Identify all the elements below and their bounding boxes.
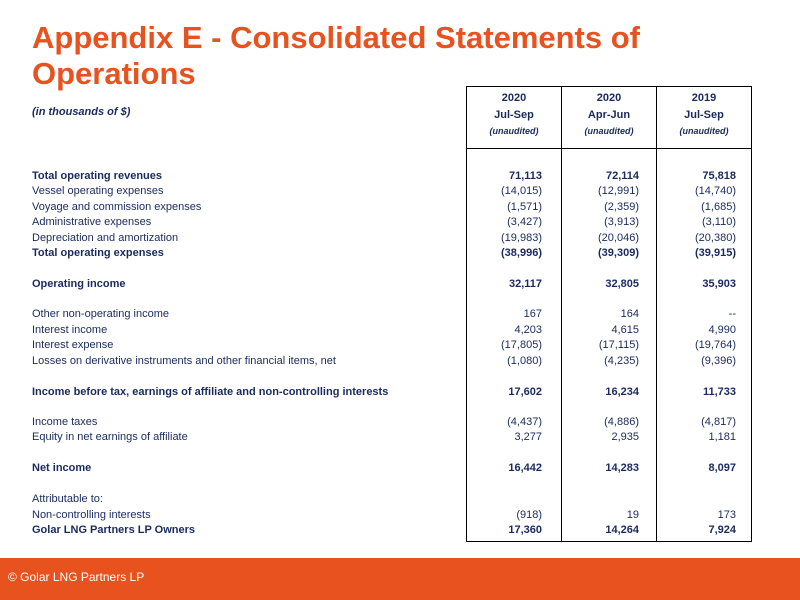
table-row xyxy=(32,323,792,338)
row-label: Golar LNG Partners LP Owners xyxy=(32,524,196,536)
units-note: (in thousands of $) xyxy=(32,106,131,118)
row-value: 16,442 xyxy=(508,462,542,474)
table-row xyxy=(32,215,792,230)
row-value: 16,234 xyxy=(605,386,639,398)
row-value: (9,396) xyxy=(701,355,736,367)
table-row xyxy=(32,430,792,445)
column-note: (unaudited) xyxy=(679,126,729,136)
row-label: Administrative expenses xyxy=(32,216,152,228)
table-row xyxy=(32,492,792,507)
table-row xyxy=(32,338,792,353)
row-value: 32,805 xyxy=(605,278,639,290)
row-value: 71,113 xyxy=(508,170,542,182)
row-label: Total operating revenues xyxy=(32,170,162,182)
table-row xyxy=(32,169,792,184)
page-title: Appendix E - Consolidated Statements of Operations xyxy=(32,20,640,91)
column-header-2 xyxy=(561,90,657,138)
row-label: Interest expense xyxy=(32,339,114,351)
row-value: 11,733 xyxy=(702,386,736,398)
row-value: (3,913) xyxy=(604,216,639,228)
column-period: Jul-Sep xyxy=(494,109,534,121)
table-row xyxy=(32,231,792,246)
row-value: (17,805) xyxy=(501,339,542,351)
row-value: (4,817) xyxy=(701,416,736,428)
row-value: 72,114 xyxy=(605,170,639,182)
row-label: Vessel operating expenses xyxy=(32,185,164,197)
table-row xyxy=(32,307,792,322)
row-value: (1,571) xyxy=(507,201,542,213)
row-value: (39,309) xyxy=(598,247,639,259)
table-row xyxy=(32,277,792,292)
row-label: Income before tax, earnings of affiliate and non-controlling interests xyxy=(32,386,389,398)
row-value: (17,115) xyxy=(598,339,639,351)
row-value: 17,602 xyxy=(508,386,542,398)
row-value: (39,915) xyxy=(695,247,736,259)
row-value: 75,818 xyxy=(702,170,736,182)
row-value: 17,360 xyxy=(508,524,542,536)
row-value: 7,924 xyxy=(708,524,736,536)
row-value: -- xyxy=(728,308,736,320)
row-value: 14,264 xyxy=(605,524,639,536)
row-value: (1,080) xyxy=(507,355,542,367)
row-label: Net income xyxy=(32,462,92,474)
table-row xyxy=(32,508,792,523)
column-year: 2020 xyxy=(501,92,527,104)
row-value: (4,235) xyxy=(604,355,639,367)
header-divider xyxy=(466,148,752,149)
footer-bar xyxy=(0,558,800,600)
table-row xyxy=(32,246,792,261)
column-header-1 xyxy=(466,90,562,138)
row-value: (14,740) xyxy=(695,185,736,197)
row-value: (918) xyxy=(516,509,542,521)
row-value: 32,117 xyxy=(508,278,542,290)
row-value: (20,380) xyxy=(695,232,736,244)
row-label: Equity in net earnings of affiliate xyxy=(32,431,188,443)
row-label: Operating income xyxy=(32,278,126,290)
row-value: (38,996) xyxy=(501,247,542,259)
row-label: Losses on derivative instruments and other financial items, net xyxy=(32,355,336,367)
column-year: 2019 xyxy=(691,92,717,104)
row-label: Interest income xyxy=(32,324,108,336)
row-value: 19 xyxy=(626,509,639,521)
row-value: (19,983) xyxy=(501,232,542,244)
column-period: Jul-Sep xyxy=(684,109,724,121)
row-value: 35,903 xyxy=(702,278,736,290)
row-label: Non-controlling interests xyxy=(32,509,151,521)
row-value: (3,110) xyxy=(701,216,736,228)
row-value: 167 xyxy=(523,308,542,320)
row-value: 4,615 xyxy=(611,324,639,336)
table-row xyxy=(32,184,792,199)
table-row xyxy=(32,385,792,400)
column-note: (unaudited) xyxy=(584,126,634,136)
row-label: Total operating expenses xyxy=(32,247,164,259)
row-label: Attributable to: xyxy=(32,493,103,505)
row-value: (3,427) xyxy=(507,216,542,228)
row-value: 164 xyxy=(620,308,639,320)
column-year: 2020 xyxy=(596,92,622,104)
copyright-text: © Golar LNG Partners LP xyxy=(8,570,145,584)
row-value: 2,935 xyxy=(611,431,639,443)
row-value: 3,277 xyxy=(514,431,542,443)
row-label: Voyage and commission expenses xyxy=(32,201,202,213)
table-row xyxy=(32,523,792,538)
column-period: Apr-Jun xyxy=(587,109,631,121)
column-header-3 xyxy=(656,90,752,138)
row-value: 8,097 xyxy=(708,462,736,474)
row-value: 14,283 xyxy=(605,462,639,474)
row-value: 4,990 xyxy=(708,324,736,336)
column-note: (unaudited) xyxy=(489,126,539,136)
row-value: (14,015) xyxy=(501,185,542,197)
row-value: 173 xyxy=(717,509,736,521)
row-value: (2,359) xyxy=(604,201,639,213)
row-label: Income taxes xyxy=(32,416,98,428)
row-value: 4,203 xyxy=(514,324,542,336)
row-value: (12,991) xyxy=(598,185,639,197)
row-value: (1,685) xyxy=(701,201,736,213)
table-row xyxy=(32,461,792,476)
row-label: Other non-operating income xyxy=(32,308,169,320)
row-value: (19,764) xyxy=(695,339,736,351)
row-value: 1,181 xyxy=(708,431,736,443)
table-row xyxy=(32,354,792,369)
table-row xyxy=(32,415,792,430)
row-label: Depreciation and amortization xyxy=(32,232,179,244)
row-value: (20,046) xyxy=(598,232,639,244)
table-row xyxy=(32,200,792,215)
row-value: (4,437) xyxy=(507,416,542,428)
row-value: (4,886) xyxy=(604,416,639,428)
